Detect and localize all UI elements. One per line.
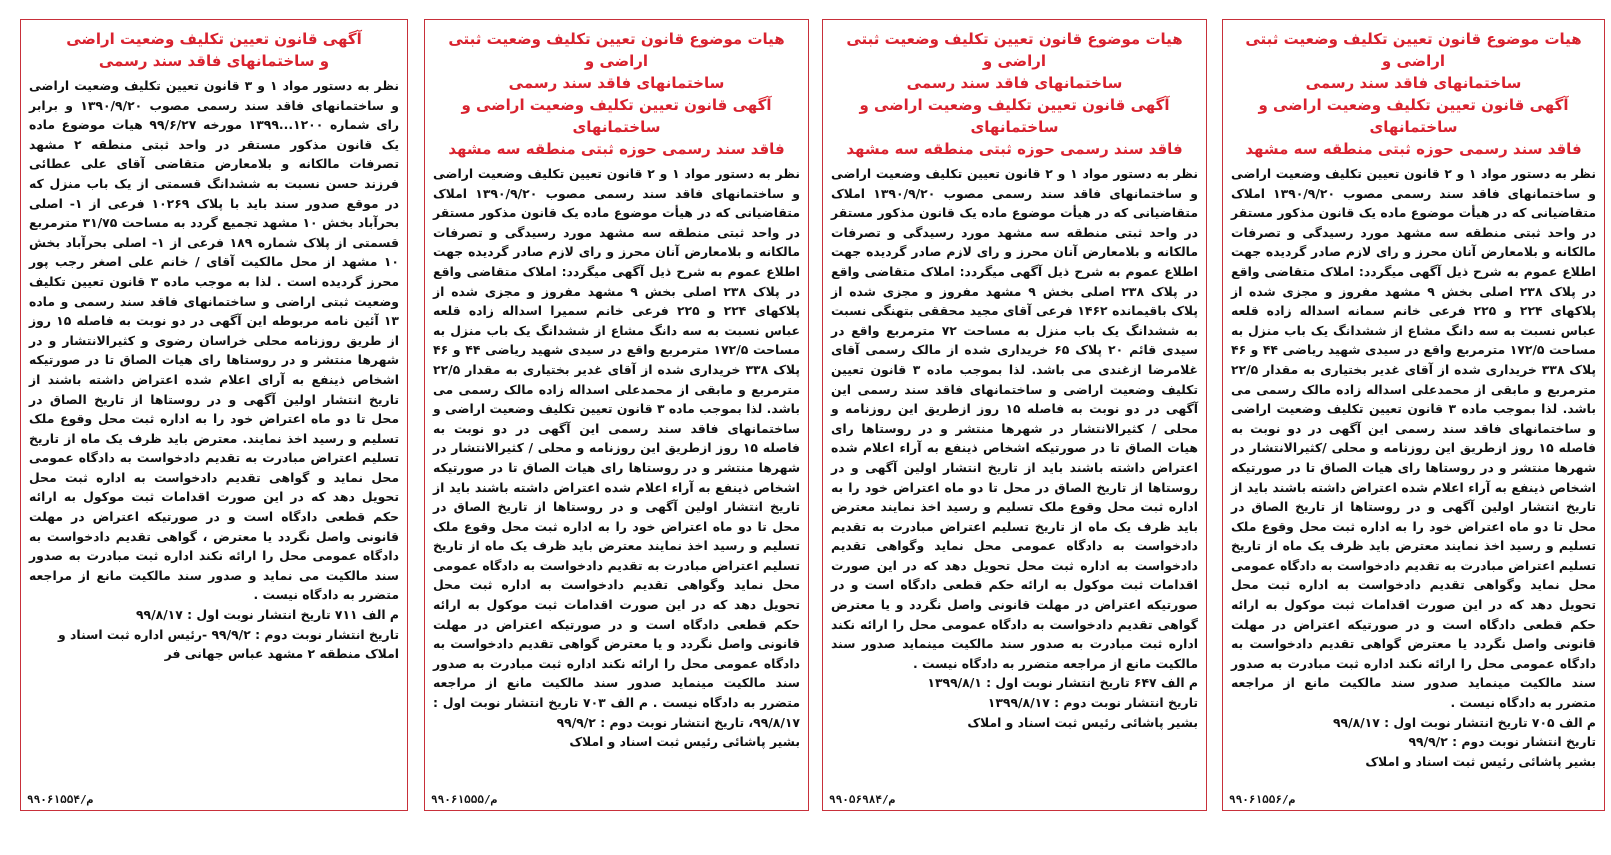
notice-body: نظر به دستور مواد ۱ و ۲ قانون تعیین تکلیف وضعیت اراضی و ساختمانهای فاقد سند رسمی مصوب ۱۳۹۰/۹/۲۰ املاک متقاضیانی که در هیأت موضوع ماده یک قانون مذکور مستقر در واحد ثبتی منطقه سه مشهد مورد رسیدگی و تصرفات مالکانه و بلامعارض آنان محرز و رای لازم صادر گردیده جهت اطلاع عموم به شرح ذیل آگهی میگردد: املاک متقاضی واقع در پلاک ۲۳۸ اصلی بخش ۹ مشهد مفروز و مجزی شده از پلاکهای ۲۲۴ و ۲۲۵ فرعی خانم سمانه اسداله زاده قلعه عباس نسبت به سه دانگ مشاع از ششدانگ یک باب منزل به مساحت ۱۷۲/۵ مترمربع واقع در سیدی شهید ریاضی ۴۴ و ۴۶ پلاک ۳۳۸ خریداری شده از آقای غدیر بختیاری به مقدار ۲۲/۵ مترمربع و مابقی از محمدعلی اسداله زاده مالک رسمی می باشد. لذا بموجب ماده ۳ قانون تعیین تکلیف وضعیت اراضی و ساختمانهای فاقد سند رسمی این آگهی در دو نوبت به فاصله ۱۵ روز ازطریق این روزنامه و محلی /کثیرالانتشار در شهرها منتشر و در روستاها رای هیات الصاق تا در صورتیکه اشخاص ذینفع به آراء اعلام شده اعتراض داشته باشند باید از تاریخ انتشار اولین آگهی و در روستاها از تاریخ الصاق در محل تا دو ماه اعتراض خود را به اداره ثبت محل وقوع ملک تسلیم و رسید اخذ نمایند معترض باید ظرف یک ماه از تاریخ تسلیم اعتراض مبادرت به تقدیم دادخواست به دادگاه عمومی محل نماید وگواهی تقدیم دادخواست به اداره ثبت محل تحویل دهد که در این صورت اقدامات ثبت موکول به ارائه حکم قطعی دادگاه است و در صورتیکه اعتراض در مهلت قانونی واصل نگردد یا معترض گواهی تقدیم دادخواست به دادگاه عمومی محل را ارائه نکند اداره ثبت مبادرت به صدور سند مالکیت مینماید صدور سند مالکیت مانع از مراجعه متضرر به دادگاه نیست . [1231, 166, 1597, 711]
notice-2 [822, 19, 1207, 811]
signatory: املاک منطقه ۲ مشهد عباس جهانی فر [164, 646, 399, 662]
notice-body: نظر به دستور مواد ۱ و ۲ قانون تعیین تکلیف وضعیت اراضی و ساختمانهای فاقد سند رسمی مصوب ۱۳۹۰/۹/۲۰ املاک متقاضیانی که در هیأت موضوع ماده یک قانون مذکور مستقر در واحد ثبتی منطقه سه مشهد مورد رسیدگی و تصرفات مالکانه و بلامعارض آنان محرز و رای لازم صادر گردیده جهت اطلاع عموم به شرح ذیل آگهی میگردد: املاک متقاضی واقع در پلاک ۲۳۸ اصلی بخش ۹ مشهد مفروز و مجزی شده از پلاک باقیمانده ۱۴۶۲ فرعی آقای مجید محققی بتهنگی نسبت به ششدانگ یک باب منزل به مساحت ۷۲ مترمربع واقع در سیدی قائم ۲۰ پلاک ۶۵ خریداری شده از مالک رسمی آقای غلامرضا ازغندی می باشد. لذا بموجب ماده ۳ قانون تعیین تکلیف وضعیت اراضی و ساختمانهای فاقد سند رسمی این آگهی در دو نوبت به فاصله ۱۵ روز ازطریق این روزنامه و محلی / کثیرالانتشار در شهرها منتشر و در روستاها رای هیات الصاق تا در صورتیکه اشخاص ذینفع به آراء اعلام شده اعتراض داشته باشند باید از تاریخ انتشار اولین آگهی و در روستاها از تاریخ الصاق در محل تا دو ماه اعتراض خود را به اداره ثبت محل وقوع ملک تسلیم و رسید اخذ نمایند معترض باید ظرف یک ماه از تاریخ تسلیم اعتراض مبادرت به تقدیم دادخواست به دادگاه عمومی محل نماید وگواهی تقدیم دادخواست به اداره ثبت محل تحویل دهد که در این صورت اقدامات ثبت موکول به ارائه حکم قطعی دادگاه است و در صورتیکه اعتراض در مهلت قانونی واصل نگردد و یا معترض گواهی تقدیم دادخواست به دادگاه عمومی محل را ارائه نکند اداره ثبت مبادرت به صدور سند مالکیت مینماید صدور سند مالکیت مانع از مراجعه متضرر به دادگاه نیست . [831, 166, 1199, 671]
notice-1 [1222, 19, 1605, 811]
notice-heading: هیات موضوع قانون تعیین تکلیف وضعیت ثبتی اراضی و ساختمانهای فاقد سند رسمی آگهی قانون تعیین تکلیف وضعیت اراضی و ساختمانهای فاقد سند رسمی حوزه ثبتی منطقه سه مشهد [1245, 30, 1582, 158]
notice-heading: هیات موضوع قانون تعیین تکلیف وضعیت ثبتی اراضی و ساختمانهای فاقد سند رسمی آگهی قانون تعیین تکلیف وضعیت اراضی و ساختمانهای فاقد سند رسمی حوزه ثبتی منطقه سه مشهد [448, 30, 785, 158]
signatory: بشیر پاشائی رئیس ثبت اسناد و املاک [967, 714, 1198, 730]
publication-reference: م الف ۷۰۵ تاریخ انتشار نوبت اول : ۹۹/۸/۱۷ [1332, 714, 1596, 730]
notice-code: م/۹۹۰۶۱۵۵۴ [27, 793, 94, 806]
publication-reference: م الف ۷۱۱ تاریخ انتشار نوبت اول : ۹۹/۸/۱۷ [135, 607, 399, 623]
notice-heading: آگهی قانون تعیین تکلیف وضعیت اراضی و ساختمانهای فاقد سند رسمی [66, 30, 362, 70]
notice-code: م/۹۹۰۶۱۵۵۶ [1229, 793, 1296, 806]
publication-date-second: تاریخ انتشار نوبت دوم : ۹۹/۹/۲ -رئیس اداره ثبت اسناد و [58, 626, 399, 642]
signatory: بشیر پاشائی رئیس ثبت اسناد و املاک [569, 734, 800, 750]
publication-date-second: تاریخ انتشار نوبت دوم : ۱۳۹۹/۸/۱۷ [987, 695, 1198, 711]
publication-reference: م الف ۶۴۷ تاریخ انتشار نوبت اول : ۱۳۹۹/۸/۱ [927, 675, 1198, 691]
notice-body: نظر به دستور مواد ۱ و ۳ قانون تعیین تکلیف وضعیت اراضی و ساختمانهای فاقد سند رسمی مصوب ۱۳۹۰/۹/۲۰ و برابر رای شماره ۱۲۰۰...۱۳۹۹ مورخه ۹۹/۶/۲۷ هیات موضوع ماده یک قانون مذکور مستقر در واحد ثبتی منطقه ۲ مشهد تصرفات مالکانه و بلامعارض متقاضی آقای علی عطائی فرزند حسن نسبت به ششدانگ قسمتی از یک باب منزل که در موقع صدور سند باید با پلاک ۱۰۲۶۹ فرعی از ۱- اصلی بحرآباد بخش ۱۰ مشهد تجمیع گردد به مساحت ۳۱/۷۵ مترمربع قسمتی از پلاک شماره ۱۸۹ فرعی از ۱- اصلی بحرآباد بخش ۱۰ مشهد از محل مالکیت آقای / خانم علی اصغر رجب پور محرز گردیده است . لذا به موجب ماده ۳ قانون تعیین تکلیف وضعیت ثبتی اراضی و ساختمانهای فاقد سند رسمی و ماده ۱۳ آئین نامه مربوطه این آگهی در دو نوبت به فاصله ۱۵ روز از طریق روزنامه محلی خراسان رضوی و کثیرالانتشار و در شهرها منتشر و در روستاها رای هیات الصاق تا در صورتیکه اشخاص ذینفع به آرای اعلام شده اعتراض داشته باشند از تاریخ انتشار اولین آگهی و در روستاها از تاریخ الصاق در محل تا دو ماه اعتراض خود را به اداره ثبت محل وقوع ملک تسلیم و رسید اخذ نمایند. معترض باید ظرف یک ماه از تاریخ تسلیم اعتراض مبادرت به تقدیم دادخواست به دادگاه عمومی محل نماید و گواهی تقدیم دادخواست به اداره ثبت محل تحویل دهد که در این صورت اقدامات ثبت موکول به ارائه حکم قطعی دادگاه است و در صورتیکه اعتراض در مهلت قانونی واصل نگردد یا معترض ، گواهی تقدیم دادخواست به دادگاه عمومی محل را ارائه نکند اداره ثبت مبادرت به صدور سند مالکیت می نماید و صدور سند مالکیت مانع از مراجعه متضرر به دادگاه نیست . [29, 78, 400, 603]
notice-code: م/۹۹۰۶۱۵۵۵ [431, 793, 498, 806]
signatory: بشیر پاشائی رئیس ثبت اسناد و املاک [1365, 753, 1596, 769]
publication-date-second: تاریخ انتشار نوبت دوم : ۹۹/۹/۲ [1408, 734, 1596, 750]
notice-body: نظر به دستور مواد ۱ و ۲ قانون تعیین تکلیف وضعیت اراضی و ساختمانهای فاقد سند رسمی مصوب ۱۳۹۰/۹/۲۰ املاک متقاضیانی که در هیأت موضوع ماده یک قانون مذکور مستقر در واحد ثبتی منطقه سه مشهد مورد رسیدگی و تصرفات مالکانه و بلامعارض آنان محرز و رای لازم صادر گردیده جهت اطلاع عموم به شرح ذیل آگهی میگردد: املاک متقاضی واقع در پلاک ۲۳۸ اصلی بخش ۹ مشهد مفروز و مجزی شده از پلاکهای ۲۲۴ و ۲۲۵ فرعی خانم سمیرا اسداله زاده قلعه عباس نسبت به سه دانگ مشاع از ششدانگ یک باب منزل به مساحت ۱۷۲/۵ مترمربع واقع در سیدی شهید ریاضی ۴۴ و ۴۶ پلاک ۳۳۸ خریداری شده از آقای غدیر بختیاری به مقدار ۲۲/۵ مترمربع و مابقی از محمدعلی اسداله زاده مالک رسمی می باشد. لذا بموجب ماده ۳ قانون تعیین تکلیف وضعیت اراضی و ساختمانهای فاقد سند رسمی این آگهی در دو نوبت به فاصله ۱۵ روز ازطریق این روزنامه و محلی / کثیرالانتشار در شهرها منتشر و در روستاها رای هیات الصاق تا در صورتیکه اشخاص ذینفع به آراء اعلام شده اعتراض داشته باشند باید از تاریخ انتشار اولین آگهی و در روستاها از تاریخ الصاق در محل تا دو ماه اعتراض خود را به اداره ثبت محل وقوع ملک تسلیم و رسید اخذ نمایند معترض باید ظرف یک ماه از تاریخ تسلیم اعتراض مبادرت به تقدیم دادخواست به دادگاه عمومی محل نماید وگواهی تقدیم دادخواست به اداره ثبت محل تحویل دهد که در این صورت اقدامات ثبت موکول به ارائه حکم قطعی دادگاه است و در صورتیکه اعتراض در مهلت قانونی واصل نگردد و یا معترض گواهی تقدیم دادخواست به دادگاه عمومی محل را ارائه نکند اداره ثبت مبادرت به صدور سند مالکیت مینماید صدور سند مالکیت مانع از مراجعه متضرر به دادگاه نیست . م الف ۷۰۳ تاریخ انتشار نوبت اول : ۹۹/۸/۱۷، تاریخ انتشار نوبت دوم : ۹۹/۹/۲ [432, 166, 801, 730]
notice-heading: هیات موضوع قانون تعیین تکلیف وضعیت ثبتی اراضی و ساختمانهای فاقد سند رسمی آگهی قانون تعیین تکلیف وضعیت اراضی و ساختمانهای فاقد سند رسمی حوزه ثبتی منطقه سه مشهد [846, 30, 1183, 158]
notice-4 [20, 19, 408, 811]
notice-code: م/۹۹۰۵۶۹۸۴ [829, 793, 896, 806]
notice-3 [424, 19, 809, 811]
